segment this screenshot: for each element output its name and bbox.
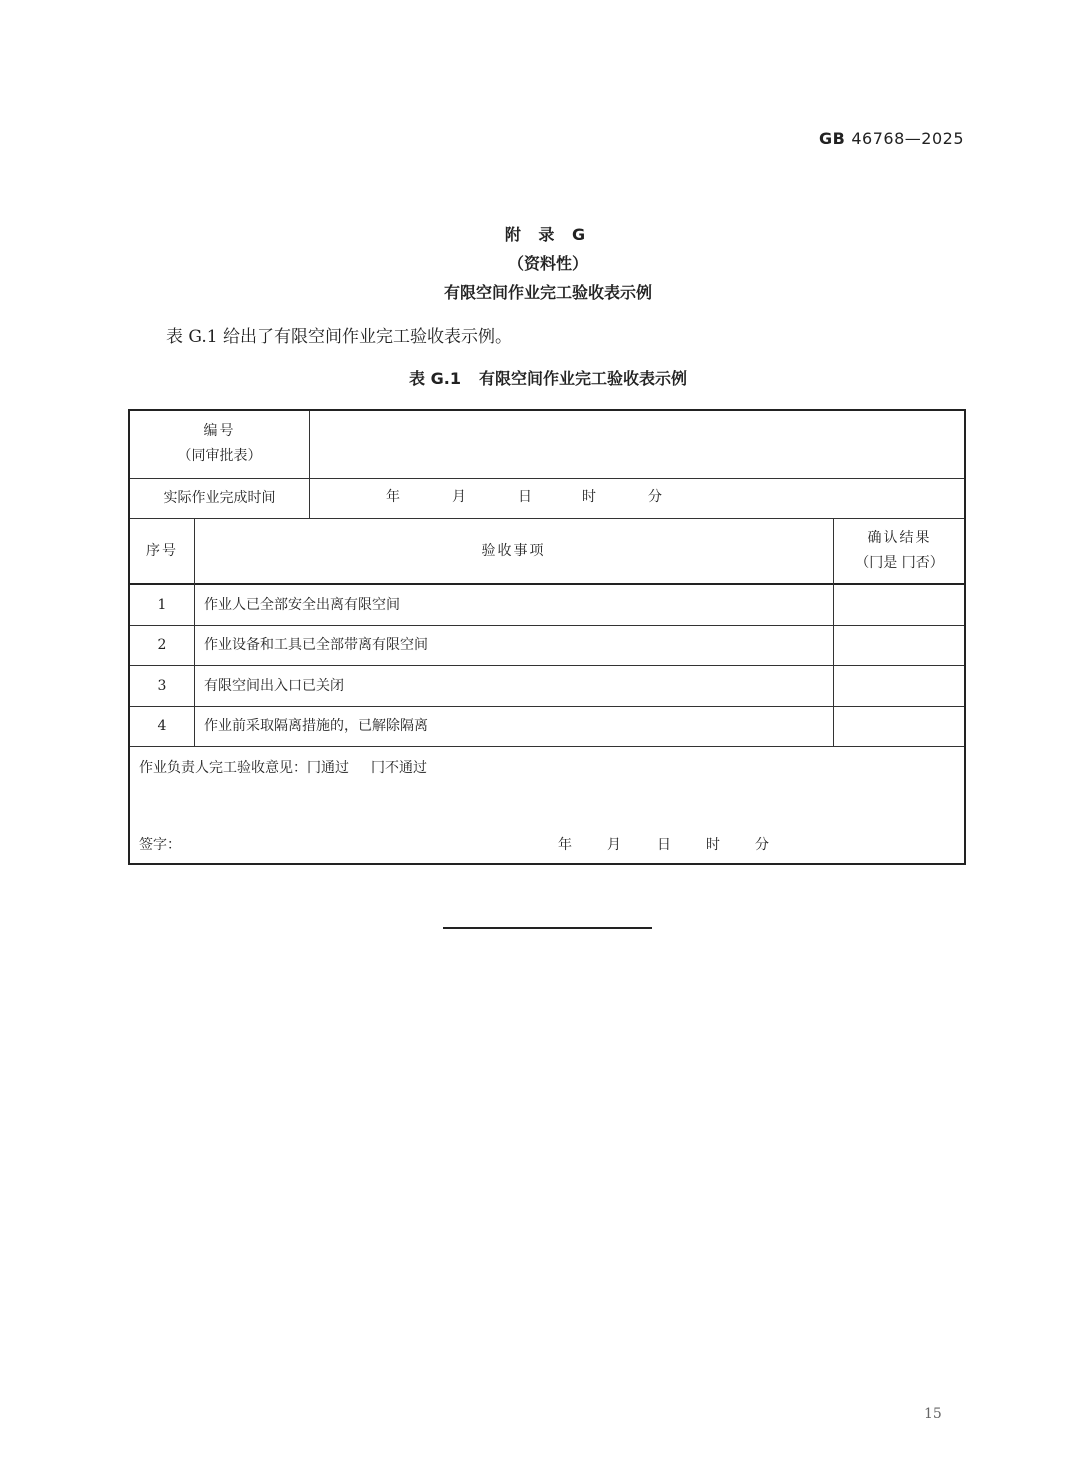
end-rule <box>443 927 652 929</box>
appendix-title: 有限空间作业完工验收表示例 <box>443 283 652 302</box>
completion-hour-unit: 时 <box>582 489 596 505</box>
signature-label: 签字： <box>139 837 181 853</box>
row-1-seq: 1 <box>157 597 167 613</box>
row-divider <box>130 665 964 666</box>
signature-minute-unit: 分 <box>755 837 769 853</box>
row-divider <box>130 746 964 747</box>
row-3-item: 有限空间出入口已关闭 <box>204 678 344 694</box>
opinion-pass-option[interactable]: 冂通过 <box>307 760 349 776</box>
row-3-seq: 3 <box>157 678 167 694</box>
row-4-item: 作业前采取隔离措施的，已解除隔离 <box>204 718 428 734</box>
row-4-seq: 4 <box>157 718 167 734</box>
completion-month-unit: 月 <box>452 489 466 505</box>
completion-year-unit: 年 <box>386 489 400 505</box>
form-id-label-line2: （同审批表） <box>177 448 262 464</box>
signature-year-unit: 年 <box>558 837 572 853</box>
row-4-result[interactable] <box>835 708 965 744</box>
signature-day-unit: 日 <box>657 837 671 853</box>
supervisor-opinion <box>139 756 427 781</box>
row-divider <box>130 706 964 707</box>
page-number: 15 <box>924 1406 942 1422</box>
acceptance-form-table <box>128 409 966 865</box>
row-1-item: 作业人已全部安全出离有限空间 <box>204 597 400 613</box>
header-divider <box>130 583 964 585</box>
column-header-result-line1: 确认结果 <box>867 530 932 546</box>
signature-month-unit: 月 <box>607 837 621 853</box>
table-caption-title: 有限空间作业完工验收表示例 <box>478 369 687 388</box>
completion-time-label: 实际作业完成时间 <box>163 490 276 506</box>
standard-number <box>819 129 964 148</box>
table-caption <box>0 366 1080 389</box>
opinion-fail-option[interactable]: 冂不通过 <box>371 760 427 776</box>
column-header-result <box>833 526 966 576</box>
intro-paragraph: 表 G.1 给出了有限空间作业完工验收表示例。 <box>166 327 513 347</box>
row-2-item: 作业设备和工具已全部带离有限空间 <box>204 637 428 653</box>
row-divider <box>130 478 964 479</box>
appendix-nature: （资料性） <box>507 254 588 273</box>
column-header-result-line2: （冂是 冂否） <box>855 555 944 571</box>
row-2-result[interactable] <box>835 627 965 663</box>
signature-hour-unit: 时 <box>706 837 720 853</box>
supervisor-opinion-label: 作业负责人完工验收意见： <box>139 760 307 776</box>
row-1-result[interactable] <box>835 587 965 623</box>
row-3-result[interactable] <box>835 668 965 704</box>
form-id-value[interactable] <box>310 417 966 477</box>
completion-minute-unit: 分 <box>648 489 662 505</box>
row-divider <box>130 625 964 626</box>
column-header-items: 验收事项 <box>481 543 546 559</box>
form-id-label-line1: 编号 <box>203 423 236 439</box>
completion-day-unit: 日 <box>518 489 532 505</box>
row-divider <box>130 518 964 519</box>
table-caption-number: 表 G.1 <box>409 369 461 388</box>
appendix-heading: 附 录 G <box>504 225 592 244</box>
column-header-seq: 序号 <box>146 543 178 559</box>
row-2-seq: 2 <box>157 637 167 653</box>
form-id-label <box>130 419 309 469</box>
standard-code: 46768—2025 <box>851 129 964 148</box>
standard-prefix: GB <box>819 129 846 148</box>
